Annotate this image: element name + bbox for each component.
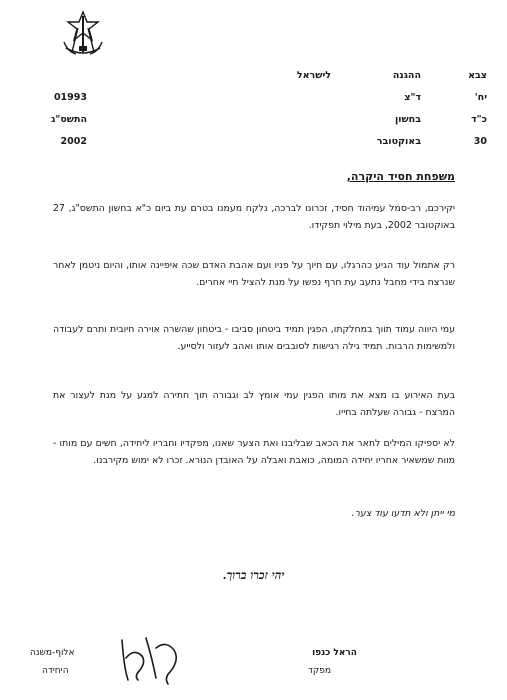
memorial-line: יהי זכרו ברוך. (222, 568, 285, 582)
header-cell: צבא (468, 70, 487, 81)
paragraph: יקירכם, רב-סמל עמיהוד חסיד, זכרונו לברכה, נלקח מעמנו בטרם עת ביום כ"א בחשון התשס"ג, 27 באוקטובר 2002, בעת מילוי תפקידו. (53, 203, 455, 231)
header-cell: 01993 (53, 92, 87, 103)
header-cell: 30 (473, 136, 487, 147)
header-cell: בחשון (394, 114, 421, 125)
idf-emblem-icon (58, 8, 108, 60)
signer-unit: היחידה (42, 666, 69, 676)
salutation: משפחת חסיד היקרה, (346, 170, 455, 183)
signer-role: מפקד (307, 666, 331, 676)
header-cell: באוקטובר (376, 136, 421, 147)
header-cell: ד"צ (404, 92, 421, 103)
paragraph: לא יספיקו המילים לתאר את הכאב שבליבנו ואת הצער שאנו, מפקדיו וחבריו ליחידה, חשים עם מותו - מוות שמשאיר אחריו יחידה המומה, כואבת ואבלה על האובדן הנורא. זכרו לא ימוש מקירבנו. (53, 438, 455, 466)
header-cell: ההגנה (392, 70, 421, 81)
signer-name: הראל כנפו (312, 648, 357, 658)
header-row-2 (0, 92, 507, 108)
header-cell: התשס"ג (51, 114, 87, 125)
header-row-1 (0, 70, 507, 86)
paragraph: בעת האירוע בו מצא את מותו הפגין עמי אומץ לב וגבורה תוך חתירה למגע על מנת לעצור את המרצח - גבורה שעלתה בחייו. (53, 390, 455, 418)
header-cell: לישראל (296, 70, 331, 81)
signer-rank: אלוף-משנה (30, 648, 75, 658)
header-row-4 (0, 136, 507, 152)
closing-line: מי ייתן ולא תדעו עוד צער. (351, 508, 455, 519)
paragraph: עמי היווה עמוד תווך במחלקתו, הפגין תמיד ביטחון סביבו - ביטחון שהשרה אוירה חיובית ותרם לעבודה ולמשימות הרבות. תמיד גילה רגישות לסובבים אותו ואהב לעזור ולסייע. (53, 324, 455, 352)
header-cell: 2002 (60, 136, 87, 147)
header-cell: יח' (474, 92, 487, 103)
handwritten-signature-icon (112, 628, 192, 688)
paragraph: רק אתמול עוד הגיע כהרגלו, עם חיוך על פניו ועם אהבת האדם שכה איפיינה אותו, והיום ניטמן לאחר שנרצח בידי מחבל נתעב עת חרף נפשו על מנת להציל חיי אחרים. (53, 260, 455, 288)
header-cell: כ"ד (471, 114, 487, 125)
header-row-3 (0, 114, 507, 130)
